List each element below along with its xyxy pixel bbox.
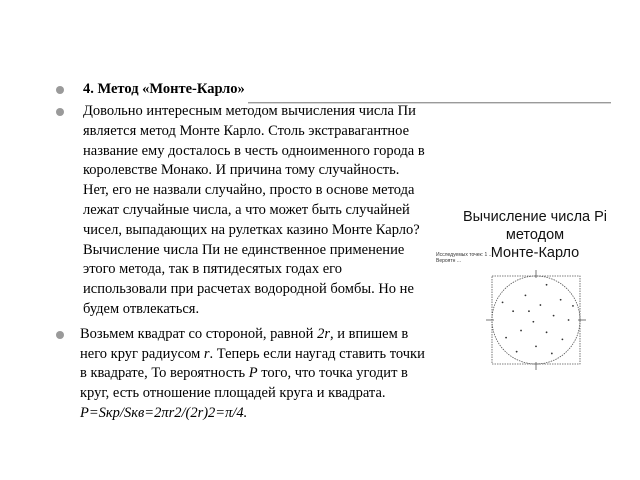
random-point	[528, 310, 530, 312]
bullet-paragraph-2	[56, 325, 426, 424]
random-point	[520, 330, 522, 332]
paragraph-2-text-3: . Теперь если наугад ставить точки в квадрате, То вероятность	[80, 345, 425, 382]
random-point	[553, 315, 555, 317]
random-point	[512, 310, 514, 312]
random-point	[505, 337, 507, 339]
paragraph-2-text-4: того, что точка угодит в круг, есть отношение площадей круга и квадрата.	[80, 365, 408, 402]
variable-p: P	[248, 365, 258, 382]
random-point	[502, 302, 504, 304]
bullet-marker	[56, 331, 64, 339]
random-point	[572, 305, 574, 307]
figure-caption-line-2: Монте-Карло	[490, 245, 580, 261]
square-frame	[492, 276, 580, 364]
figure-small-line-2: Вероятн ...	[436, 258, 461, 264]
random-point	[562, 338, 564, 340]
figure-small-text	[436, 252, 493, 264]
bullet-list	[56, 80, 426, 424]
random-point	[540, 304, 542, 306]
variable-2r: 2r	[317, 325, 330, 342]
random-point	[546, 331, 548, 333]
random-point	[560, 299, 562, 301]
formula: P=Sкр/Sкв=2πr2/(2r)2=π/4.	[80, 404, 248, 421]
random-point	[551, 353, 553, 355]
bullet-marker	[56, 86, 64, 94]
figure-caption-line-1: Вычисление числа Pi методом	[462, 209, 608, 243]
bullet-marker	[56, 108, 64, 116]
figure-small-line-1: Исследуемых точек: 1 ...	[436, 252, 493, 258]
paragraph-2-text-2: , и впишем в него круг радиусом	[80, 325, 409, 362]
inscribed-circle	[492, 276, 580, 364]
random-point	[535, 346, 537, 348]
random-point	[532, 321, 534, 323]
random-point	[516, 351, 518, 353]
bullet-heading	[56, 80, 426, 99]
random-point	[568, 319, 570, 321]
variable-r: r	[203, 345, 210, 362]
monte-carlo-figure	[474, 268, 606, 372]
section-heading: 4. Метод «Монте-Карло»	[83, 81, 245, 97]
paragraph-2	[80, 325, 426, 424]
random-points	[502, 284, 574, 354]
bullet-paragraph-1	[56, 102, 426, 320]
random-point	[546, 284, 548, 286]
random-point	[525, 294, 527, 296]
paragraph-2-text-1: Возьмем квадрат со стороной, равной	[80, 325, 318, 342]
paragraph-1: Довольно интересным методом вычисления числа Пи является метод Монте Карло. Столь экстравагантное название ему досталось в честь одноименного города в королевстве Монако. И причина тому случайность. Нет, его не назвали случайно, просто в основе метода лежат случайные числа, а что может быть случайней чисел, выпадающих на рулетках казино Монте Карло? Вычисление числа Пи не единственное применение этого метода, так в пятидесятых годах его использовали при расчетах водородной бомбы. Но не будем отвлекаться.	[83, 103, 425, 317]
